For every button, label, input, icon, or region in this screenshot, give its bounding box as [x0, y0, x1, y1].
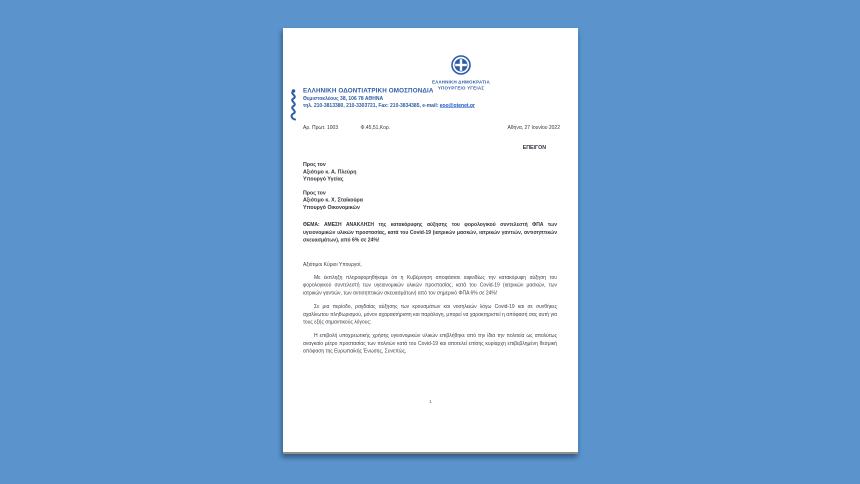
federation-address: Θεμιστοκλέους 38, 106 78 ΑΘΗΝΑ: [303, 96, 384, 102]
ministry-republic-label: ΕΛΛΗΝΙΚΗ ΔΗΜΟΚΡΑΤΙΑ: [432, 79, 490, 85]
body-paragraph-2: Σε μια περίοδο, ραγδαίας αύξησης των κρουσμάτων και νοσηλειών λόγω Covid-19 και σε συνθήκες αχαλίνωτου πληθωρισμού, μόνον αχαρακτήριστη και παράλογη, μπορεί να χαρακτηριστεί η απόφασή σας αυτή για τους εξής σημαντικούς λόγους:: [303, 304, 557, 326]
recipient-to-label: Προς τον: [303, 161, 326, 168]
recipients-block: [303, 161, 363, 211]
body-paragraph-3: Η επιβολή υποχρεωτικής χρήσης υγειονομικών υλικών επιβλήθηκε από την ίδια την πολιτεία ως απολύτως αναγκαίο μέτρο προστασίας των πολιτών κατά του Covid-19 και αποτελεί επίσης κυρίαρχη επιβεβλημένη θεσμική απόφαση της Ευρωπαϊκής Ένωσης, Συνεπώς,: [303, 333, 557, 355]
federation-letterhead: [287, 87, 475, 109]
ministry-health-label: ΥΠΟΥΡΓΕΙΟ ΥΓΕΙΑΣ: [437, 85, 485, 91]
page-number: 1: [429, 399, 432, 405]
subject-line: [303, 221, 557, 244]
hellenic-republic-emblem-icon: [451, 69, 471, 78]
email-link[interactable]: eoo@otenet.gr: [439, 103, 475, 109]
recipient-health-minister: [303, 161, 363, 183]
ministry-letterhead: [411, 55, 511, 91]
subject-label: ΘΕΜΑ:: [303, 222, 320, 228]
reference-row: [303, 125, 560, 131]
subject-text: ΑΜΕΣΗ ΑΝΑΚΛΗΣΗ της κατακόρυφης αύξησης του φορολογικού συντελεστή ΦΠΑ των υγειονομικών υλικών προστασίας, κατά του Covid-19 (ιατρικών μασκών, ιατρικών γαντιών, αντισηπτικών σκευασμάτων), από 6% σε 24%!: [303, 222, 557, 243]
recipient-finance-minister: [303, 189, 363, 211]
letter-page: [283, 28, 578, 454]
letter-body: [303, 274, 557, 361]
federation-phone-fax: τηλ. 210-3813380, 210-3303721, Fax: 210-3834385, e-mail:: [303, 103, 440, 109]
federation-name: ΕΛΛΗΝΙΚΗ ΟΔΟΝΤΙΑΤΡΙΚΗ ΟΜΟΣΠΟΝΔΙΑ: [303, 87, 434, 94]
asclepius-snake-icon: [287, 88, 300, 125]
recipient-name: Αξιότιμο κ. Χ. Σταϊκούρα: [303, 197, 364, 203]
federation-contact-line: [303, 103, 475, 109]
letter-date: Αθήνα, 27 Ιουνίου 2022: [507, 125, 560, 131]
salutation: Αξιότιμοι Κύριοι Υπουργοί,: [303, 262, 362, 268]
file-reference: Φ.45,51,Κορ.: [360, 125, 391, 131]
letter-content: [283, 28, 578, 452]
recipient-name: Αξιότιμο κ. Α. Πλεύρη: [303, 168, 357, 175]
urgency-stamp: ΕΠΕΙΓΟΝ: [522, 144, 546, 151]
protocol-number: Αρ. Πρωτ. 1003: [303, 125, 339, 131]
body-paragraph-1: Με έκπληξη πληροφορηθήκαμε ότι η Κυβέρνηση αποφάσισε αιφνιδίως την κατακόρυφη αύξηση του φορολογικού συντελεστή των υγειονομικών υλικών προστασίας, κατά του Covid-19 (ιατρικών μασκών, των ιατρικών γαντιών, των αντισηπτικών σκευασμάτων) από τον σημερινό ΦΠΑ 6% σε 24%!: [303, 275, 557, 296]
recipient-to-label: Προς τον: [303, 189, 326, 196]
recipient-title: Υπουργό Υγείας: [303, 176, 344, 182]
recipient-title: Υπουργό Οικονομικών: [303, 204, 360, 211]
